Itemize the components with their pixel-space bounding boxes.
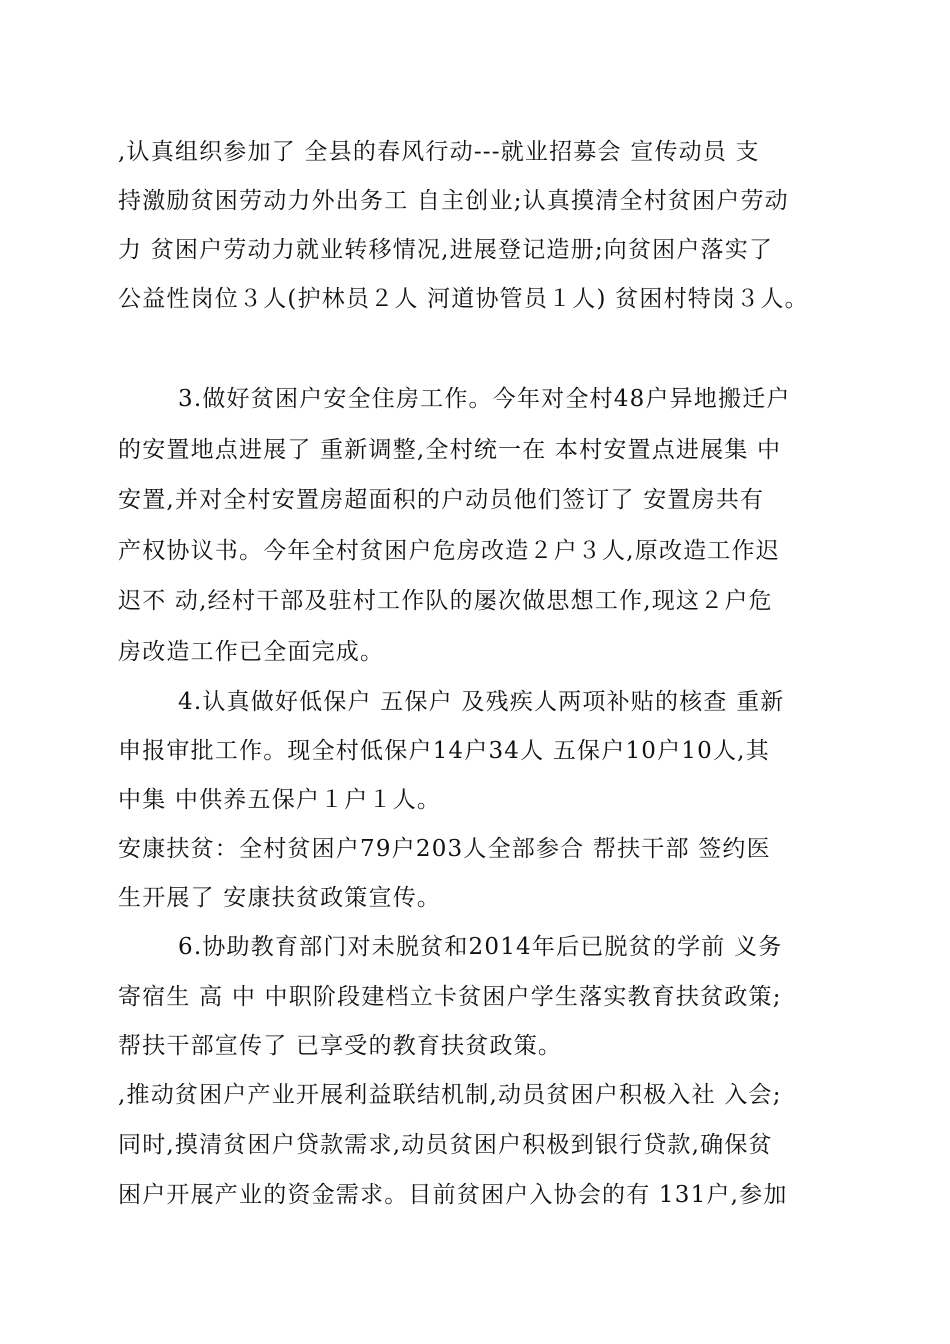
- text-line: 帮扶干部宣传了 已享受的教育扶贫政策。: [118, 1033, 563, 1059]
- text-line: 寄宿生 高 中 中职阶段建档立卡贫困户学生落实教育扶贫政策;: [118, 984, 782, 1010]
- text-line: 产权协议书。今年全村贫困户危房改造２户３人,原改造工作迟: [118, 538, 780, 564]
- text-line: 同时,摸清贫困户贷款需求,动员贫困户积极到银行贷款,确保贫: [118, 1132, 773, 1158]
- text-line: 房改造工作已全面完成。: [118, 639, 385, 665]
- text-line: 持激励贫困劳动力外出务工 自主创业;认真摸清全村贫困户劳动: [118, 188, 789, 214]
- text-line: 的安置地点进展了 重新调整,全村统一在 本村安置点进展集 中: [118, 437, 782, 463]
- text-line: 6.协助教育部门对未脱贫和2014年后已脱贫的学前 义务: [178, 934, 783, 960]
- text-line: 中集 中供养五保户１户１人。: [118, 787, 442, 813]
- text-line: 4.认真做好低保户 五保户 及残疾人两项补贴的核查 重新: [178, 689, 785, 715]
- text-line: ,推动贫困户产业开展利益联结机制,动员贫困户积极入社 入会;: [118, 1082, 782, 1108]
- text-line: 生开展了 安康扶贫政策宣传。: [118, 885, 442, 911]
- text-line: 申报审批工作。现全村低保户14户34人 五保户10户10人,其: [118, 738, 770, 764]
- text-line: 困户开展产业的资金需求。目前贫困户入协会的有 131户,参加: [118, 1182, 788, 1208]
- text-line: 力 贫困户劳动力就业转移情况,进展登记造册;向贫困户落实了: [118, 237, 774, 263]
- text-line: 3.做好贫困户安全住房工作。今年对全村48户异地搬迁户: [178, 386, 791, 412]
- text-line: 安置,并对全村安置房超面积的户动员他们签订了 安置房共有: [118, 487, 765, 513]
- text-line: 安康扶贫：全村贫困户79户203人全部参合 帮扶干部 签约医: [118, 836, 771, 862]
- text-line: ,认真组织参加了 全县的春风行动---就业招募会 宣传动员 支: [118, 139, 760, 165]
- text-line: 迟不 动,经村干部及驻村工作队的屡次做思想工作,现这２户危: [118, 588, 773, 614]
- text-line: 公益性岗位３人(护林员２人 河道协管员１人) 贫困村特岗３人。: [118, 286, 809, 312]
